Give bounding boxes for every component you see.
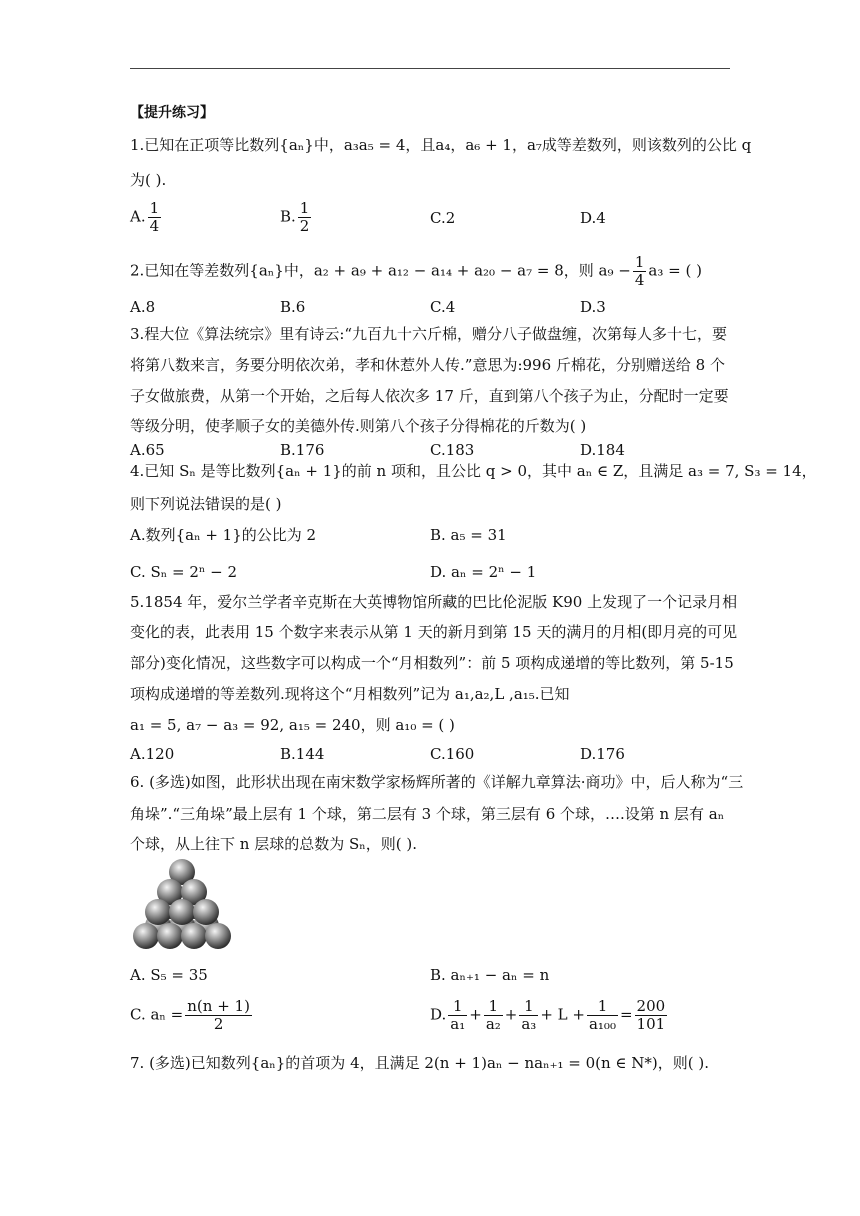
q5-option-b: B.144 [280,745,325,763]
fraction [519,998,538,1033]
triangular-ball-pile-image [130,858,234,956]
q6-stem-line2: 角垛”.“三角垛”最上层有 1 个球，第二层有 3 个球，第三层有 6 个球，….设第 n 层有 aₙ [130,805,725,823]
q1-stem-line1: 1.已知在正项等比数列{aₙ}中，a₃a₅ = 4，且a₄，a₆ + 1，a₇成等差数列，则该数列的公比 q [130,136,752,154]
q6-option-c [130,998,254,1033]
q6-stem-line1: 6. (多选)如图，此形状出现在南宋数学家杨辉所著的《详解九章算法·商功》中，后人称为“三 [130,773,744,791]
denominator: 2 [299,217,310,235]
q6-stem-line3: 个球，从上往下 n 层球的总数为 Sₙ，则( ). [130,835,417,853]
q5-stem-line3: 部分)变化情况，这些数字可以构成一个“月相数列”：前 5 项构成递增的等比数列，第 5-15 [130,654,734,672]
numerator: 200 [636,997,666,1015]
q3-option-b: B.176 [280,441,325,459]
ball [193,899,219,925]
numerator: 1 [448,998,467,1016]
denominator: 101 [636,1015,666,1033]
numerator: 1 [149,199,160,217]
ball [133,923,159,949]
plus-sign: + [469,1005,482,1024]
fraction [587,998,618,1033]
q4-option-a: A.数列{aₙ + 1}的公比为 2 [130,526,317,544]
q5-option-a: A.120 [130,745,175,763]
numerator: 1 [299,199,310,217]
q5-stem-line1: 5.1854 年，爱尔兰学者辛克斯在大英博物馆所藏的巴比伦泥版 K90 上发现了一个记录月相 [130,593,738,611]
q6-option-a: A. S₅ = 35 [130,966,208,984]
q7-stem-line1: 7. (多选)已知数列{aₙ}的首项为 4，且满足 2(n + 1)aₙ − naₙ₊₁ = 0(n ∈ N*)，则( ). [130,1054,710,1072]
q5-stem-line5: a₁ = 5, a₇ − a₃ = 92, a₁₅ = 240，则 a₁₀ = ( ) [130,716,455,734]
equals-sign: = [619,1005,633,1024]
denominator: a₁ [450,1015,466,1033]
option-c-prefix: C. aₙ = [130,1005,184,1024]
ball [145,899,171,925]
q2-stem [130,254,702,289]
q4-stem-line1: 4.已知 Sₙ 是等比数列{aₙ + 1}的前 n 项和，且公比 q > 0，其中 aₙ ∈ Z，且满足 a₃ = 7, S₃ = 14， [130,462,817,480]
ball [205,923,231,949]
q6-option-b: B. aₙ₊₁ − aₙ = n [430,966,550,984]
option-letter: A. [130,207,146,226]
q2-option-c: C.4 [430,298,456,316]
numerator: 1 [587,998,618,1016]
q3-stem-line3: 子女做旅费，从第一个开始，之后每人依次多 17 斤，直到第八个孩子为止，分配时一定要 [130,387,729,405]
q2-option-a: A.8 [130,298,156,316]
fraction [185,998,252,1033]
ball [169,899,195,925]
fraction [633,254,647,289]
q4-option-c: C. Sₙ = 2ⁿ − 2 [130,563,238,581]
denominator: 4 [634,271,645,289]
option-letter: B. [280,207,296,226]
denominator: 4 [149,217,160,235]
fraction [484,998,503,1033]
q1-option-d: D.4 [580,209,606,227]
fraction [448,998,467,1033]
denominator: a₂ [485,1015,501,1033]
q5-option-c: C.160 [430,745,475,763]
q6-option-d [430,998,669,1033]
numerator: 1 [484,998,503,1016]
q4-stem-line2: 则下列说法错误的是( ) [130,495,282,513]
numerator: n(n + 1) [187,997,250,1015]
q3-stem-line1: 3.程大位《算法统宗》里有诗云:“九百九十六斤棉，赠分八子做盘缠，次第每人多十七，要 [130,325,728,343]
numerator: 1 [634,253,645,271]
q2-option-b: B.6 [280,298,306,316]
q2-option-d: D.3 [580,298,606,316]
option-d-prefix: D. [430,1005,447,1024]
q1-option-b [280,200,313,235]
q3-option-c: C.183 [430,441,475,459]
q3-option-d: D.184 [580,441,625,459]
q3-stem-line2: 将第八数来言，务要分明依次弟，孝和休惹外人传.”意思为:996 斤棉花，分别赠送给 8 个 [130,356,725,374]
ball [181,923,207,949]
fraction [298,200,312,235]
q4-option-b: B. a₅ = 31 [430,526,507,544]
q5-stem-line4: 项构成递增的等差数列.现将这个“月相数列”记为 a₁,a₂,L ,a₁₅.已知 [130,685,570,703]
ellipsis-plus: + L + [540,1005,585,1024]
plus-sign: + [504,1005,518,1024]
q1-option-a [130,200,163,235]
q3-stem-line4: 等级分明，使孝顺子女的美德外传.则第八个孩子分得棉花的斤数为( ) [130,417,587,435]
q1-option-c: C.2 [430,209,456,227]
q4-option-d: D. aₙ = 2ⁿ − 1 [430,563,537,581]
numerator: 1 [519,998,538,1016]
denominator: 2 [213,1015,224,1033]
q2-stem-part1: 2.已知在等差数列{aₙ}中，a₂ + a₉ + a₁₂ − a₁₄ + a₂₀ − a₇ = 8，则 a₉ − [130,261,631,280]
ball [157,923,183,949]
q1-stem-line2: 为( ). [130,171,167,189]
q5-option-d: D.176 [580,745,625,763]
q3-option-a: A.65 [130,441,165,459]
header-rule [130,68,730,69]
fraction [635,998,668,1033]
q2-stem-part2: a₃ = ( ) [648,261,702,280]
q5-stem-line2: 变化的表，此表用 15 个数字来表示从第 1 天的新月到第 15 天的满月的月相(即月亮的可见 [130,623,738,641]
denominator: a₃ [521,1015,537,1033]
denominator: a₁₀₀ [588,1015,616,1033]
fraction [148,200,162,235]
section-title: 【提升练习】 [130,105,214,121]
